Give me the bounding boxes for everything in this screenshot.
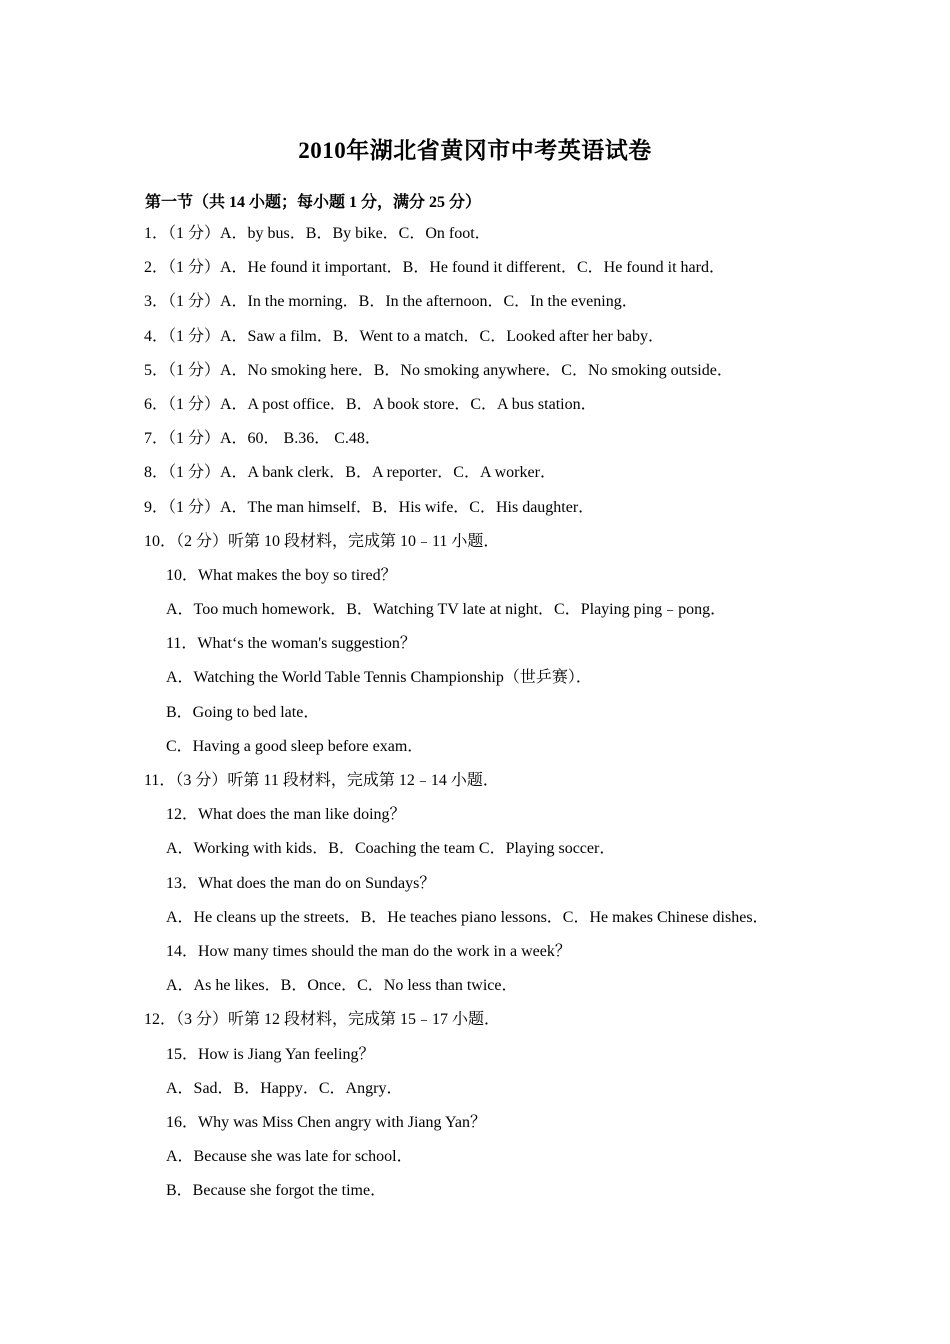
question-subline: 15．How is Jiang Yan feeling？: [166, 1045, 375, 1063]
question-subline: A．He cleans up the streets．B．He teaches piano lessons．C．He makes Chinese dishes．: [166, 908, 769, 926]
question-line: 9．（1 分）A．The man himself．B．His wife．C．His daughter．: [144, 498, 595, 516]
question-line: 7．（1 分）A．60． B.36． C.48．: [144, 430, 381, 448]
question-subline: A．Sad．B．Happy．C．Angry．: [166, 1079, 403, 1097]
question-subline: C．Having a good sleep before exam．: [166, 737, 424, 755]
question-line: 6．（1 分）A．A post office．B．A book store．C．A bus station．: [144, 395, 597, 413]
question-line: 1．（1 分）A．by bus．B．By bike．C．On foot．: [144, 225, 491, 242]
document-title: 2010年湖北省黄冈市中考英语试卷: [298, 138, 652, 163]
question-subline: 14．How many times should the man do the work in a week？: [166, 942, 571, 960]
question-line: 2．（1 分）A．He found it important．B．He found it different．C．He found it hard．: [144, 259, 725, 277]
question-subline: 13．What does the man do on Sundays？: [166, 874, 436, 892]
question-line: 12．（3 分）听第 12 段材料，完成第 15﹣17 小题．: [144, 1011, 501, 1029]
question-subline: B．Going to bed late．: [166, 703, 320, 721]
question-line: 4．（1 分）A．Saw a film．B．Went to a match．C．Looked after her baby．: [144, 327, 664, 345]
question-line: 3．（1 分）A．In the morning．B．In the afternoon．C．In the evening．: [144, 293, 638, 311]
section-heading: 第一节（共 14 小题；每小题 1 分，满分 25 分）: [145, 194, 482, 211]
question-subline: A．Working with kids．B．Coaching the team C．Playing soccer．: [166, 840, 616, 858]
question-subline: B．Because she forgot the time．: [166, 1182, 387, 1200]
question-subline: 11．What‘s the woman's suggestion？: [166, 635, 416, 653]
question-subline: 16．Why was Miss Chen angry with Jiang Yan？: [166, 1113, 486, 1131]
question-line: 5．（1 分）A．No smoking here．B．No smoking anywhere．C．No smoking outside．: [144, 361, 733, 379]
question-subline: A．Watching the World Table Tennis Championship（世乒赛）．: [166, 669, 592, 687]
question-subline: 12．What does the man like doing？: [166, 806, 406, 824]
question-subline: A．As he likes．B．Once．C．No less than twice．: [166, 977, 518, 995]
question-line: 11．（3 分）听第 11 段材料，完成第 12﹣14 小题．: [144, 772, 499, 789]
question-subline: A．Because she was late for school．: [166, 1148, 413, 1166]
question-line: 10．（2 分）听第 10 段材料，完成第 10﹣11 小题．: [144, 532, 500, 550]
question-subline: 10．What makes the boy so tired？: [166, 566, 397, 584]
question-subline: A．Too much homework．B．Watching TV late at night．C．Playing ping﹣pong．: [166, 601, 727, 619]
question-list: [0, 222, 950, 1213]
question-line: 8．（1 分）A．A bank clerk．B．A reporter．C．A worker．: [144, 464, 556, 482]
